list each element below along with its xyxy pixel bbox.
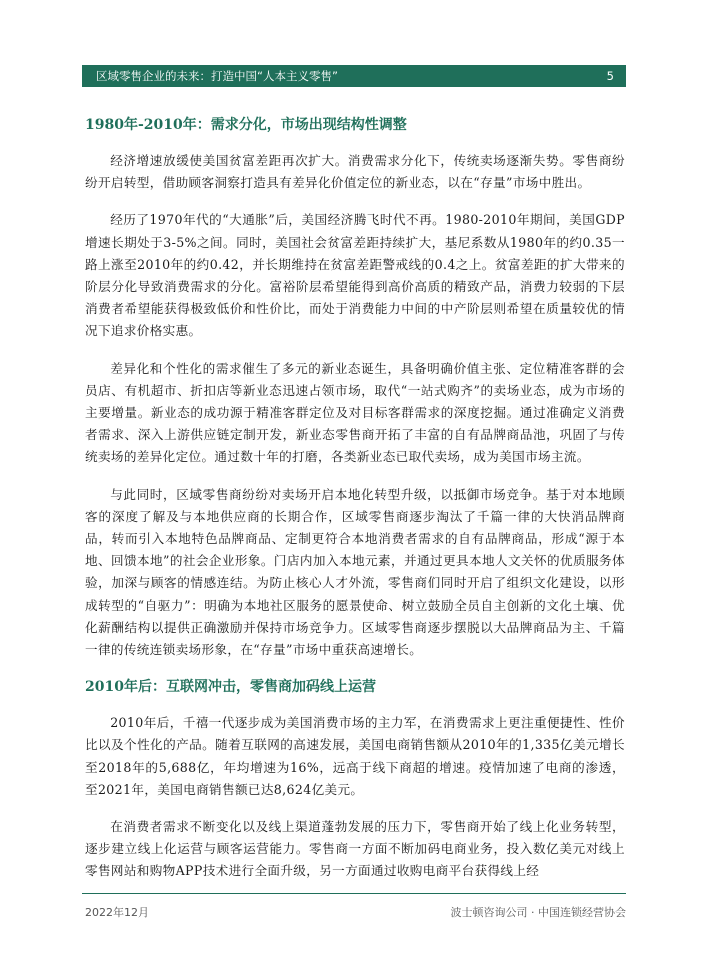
paragraph: 2010年后，千禧一代逐步成为美国消费市场的主力军，在消费需求上更注重便捷性、性价比以及个性化的产品。随着互联网的高速发展，美国电商销售额从2010年的1,335亿美元增长至2018年的5,688亿，年均增速为16%，远高于线下商超的增速。疫情加速了电商的渗透，至2021年，美国电商销售额已达8,624亿美元。 [85,715,625,797]
page-number: 5 [606,69,614,83]
paragraph: 在消费者需求不断变化以及线上渠道蓬勃发展的压力下，零售商开始了线上化业务转型，逐步建立线上化运营与顾客运营能力。零售商一方面不断加码电商业务，投入数亿美元对线上零售网站和购物APP技术进行全面升级，另一方面通过收购电商平台获得线上经 [85,819,625,879]
section-1980-2010 [85,114,625,661]
footer-divider [82,893,626,894]
main-content [85,114,625,898]
section-heading: 2010年后：互联网冲击，零售商加码线上运营 [85,679,376,696]
footer-date: 2022年12月 [85,906,149,919]
paragraph: 经历了1970年代的“大通胀”后，美国经济腾飞时代不再。1980-2010年期间，美国GDP增速长期处于3-5%之间。同时，美国社会贫富差距持续扩大，基尼系数从1980年的约0.35一路上涨至2010年的约0.42，并长期维持在贫富差距警戒线的0.4之上。贫富差距的扩大带来的阶层分化导致消费需求的分化。富裕阶层希望能得到高价高质的精致产品，消费力较弱的下层消费者希望能获得极致低价和性价比，而处于消费能力中间的中产阶层则希望在质量较优的情况下追求价格实惠。 [85,212,625,339]
paragraph: 与此同时，区域零售商纷纷对卖场开启本地化转型升级，以抵御市场竞争。基于对本地顾客的深度了解及与本地供应商的长期合作，区域零售商逐步淘汰了千篇一律的大快消品牌商品，转而引入本地特色品牌商品、定制更符合本地消费者需求的自有品牌商品，形成“源于本地、回馈本地”的社会企业形象。门店内加入本地元素，并通过更具本地人文关怀的优质服务体验，加深与顾客的情感连结。为防止核心人才外流，零售商们同时开启了组织文化建设，以形成转型的“自驱力”：明确为本地社区服务的愿景使命、树立鼓励全员自主创新的文化土壤、优化薪酬结构以提供正确激励并保持市场竞争力。区域零售商逐步摆脱以大品牌商品为主、千篇一律的传统连锁卖场形象，在“存量”市场中重获高速增长。 [85,486,625,658]
section-2010-onward [85,676,625,882]
paragraph: 差异化和个性化的需求催生了多元的新业态诞生，具备明确价值主张、定位精准客群的会员店、有机超市、折扣店等新业态迅速占领市场，取代“一站式购齐”的卖场业态，成为市场的主要增量。新业态的成功源于精准客群定位及对目标客群需求的深度挖掘。通过准确定义消费者需求、深入上游供应链定制开发，新业态零售商开拓了丰富的自有品牌商品池，巩固了与传统卖场的差异化定位。通过数十年的打磨，各类新业态已取代卖场，成为美国市场主流。 [85,360,625,465]
paragraph: 经济增速放缓使美国贫富差距再次扩大。消费需求分化下，传统卖场逐渐失势。零售商纷纷开启转型，借助顾客洞察打造具有差异化价值定位的新业态，以在“存量”市场中胜出。 [85,153,625,191]
footer-publishers: 波士顿咨询公司 · 中国连锁经营协会 [450,906,626,919]
running-header [82,65,626,87]
section-heading: 1980年-2010年：需求分化，市场出现结构性调整 [85,117,407,133]
running-header-title: 区域零售企业的未来：打造中国“人本主义零售” [96,69,338,83]
